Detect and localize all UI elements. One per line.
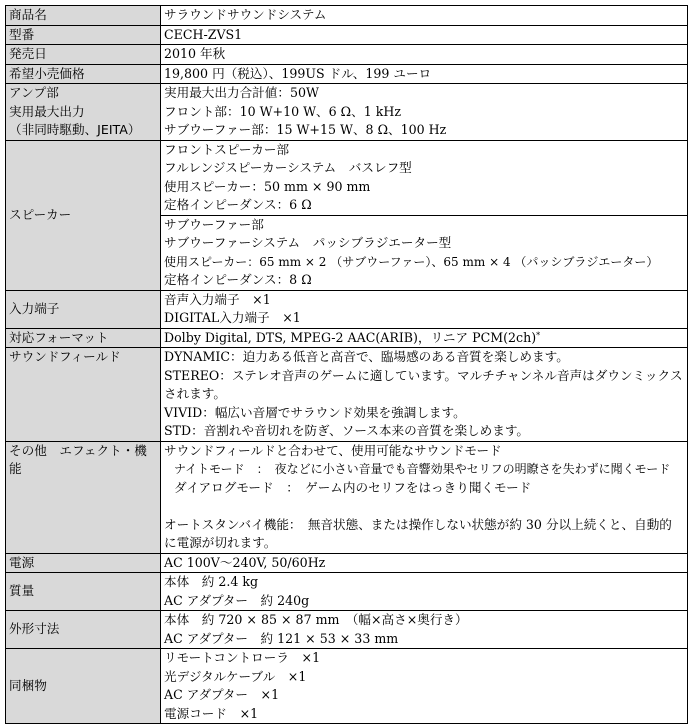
value-line: DIGITAL入力端子 ×1 <box>164 310 301 325</box>
value-line: VIVID：幅広い音層でサラウンド効果を強調します。 <box>164 404 466 420</box>
table-row <box>6 290 688 328</box>
spec-table <box>5 5 688 724</box>
row-label: 希望小売価格 <box>6 64 161 84</box>
table-row <box>6 573 688 611</box>
value-line: サブウーファーシステム パッシブラジエーター型 <box>164 235 452 250</box>
row-label: 入力端子 <box>6 290 161 328</box>
value-line: STD：音割れや音切れを防ぎ、ソース本来の音質を楽しめます。 <box>164 423 530 438</box>
table-row <box>6 84 688 141</box>
table-row <box>6 140 688 215</box>
value-line: STEREO：ステレオ音声のゲームに適しています。マルチチャンネル音声はダウンミックスされます。 <box>164 367 683 401</box>
row-value <box>161 649 688 724</box>
table-row <box>6 553 688 573</box>
table-row <box>6 45 688 65</box>
row-label: スピーカー <box>6 140 161 290</box>
value-line: 使用スピーカー：65 mm × 2 （サブウーファー）、65 mm × 4 （パッシブラジエーター） <box>164 254 659 269</box>
table-row <box>6 6 688 26</box>
spec-sheet <box>5 5 688 724</box>
row-value: サラウンドサウンドシステム <box>161 6 688 26</box>
row-value <box>161 611 688 649</box>
value-line: フロント部：10 W+10 W、6 Ω、1 kHz <box>164 103 401 119</box>
table-row <box>6 348 688 442</box>
table-row <box>6 64 688 84</box>
value-line: 本体 約 2.4 kg <box>164 574 259 589</box>
value-line: ダイアログモード ： ゲーム内のセリフをはっきり聞くモード <box>174 479 532 495</box>
value-line: リモートコントローラ ×1 <box>164 650 321 665</box>
row-value: 19,800 円（税込）、199US ドル、199 ユーロ <box>161 64 688 84</box>
label-line: アンプ部 <box>9 85 59 100</box>
value-line: ナイトモード ： 夜などに小さい音量でも音響効果やセリフの明瞭さを失わずに聞くモード <box>174 462 671 476</box>
table-row <box>6 441 688 553</box>
row-value: CECH-ZVS1 <box>161 25 688 45</box>
value-line: AC アダプター ×1 <box>164 687 280 702</box>
row-label: 質量 <box>6 573 161 611</box>
row-label: サウンドフィールド <box>6 348 161 442</box>
value-line: DYNAMIC：迫力ある低音と高音で、臨場感のある音質を楽しめます。 <box>164 349 569 364</box>
footnote-mark: * <box>536 330 541 340</box>
table-row <box>6 649 688 724</box>
value-line: サブウーファー部：15 W+15 W、8 Ω、100 Hz <box>164 122 447 137</box>
row-label: 発売日 <box>6 45 161 65</box>
value-line: フロントスピーカー部 <box>164 141 290 157</box>
row-value: AC 100V～240V, 50/60Hz <box>161 553 688 573</box>
value-line: フルレンジスピーカーシステム バスレフ型 <box>164 160 412 175</box>
row-label: 外形寸法 <box>6 611 161 649</box>
row-value <box>161 573 688 611</box>
row-label <box>6 84 161 141</box>
row-label: 対応フォーマット <box>6 328 161 348</box>
table-row <box>6 328 688 348</box>
value-line: AC アダプター 約 240g <box>164 592 310 608</box>
value-line: 本体 約 720 × 85 × 87 mm （幅×高さ×奥行き） <box>164 612 468 627</box>
value-line: オートスタンバイ機能： 無音状態、または操作しない状態が約 30 分以上続くと、自動的に電源が切れます。 <box>164 516 672 550</box>
table-row <box>6 611 688 649</box>
row-value: 2010 年秋 <box>161 45 688 65</box>
row-label: 電源 <box>6 553 161 573</box>
row-value <box>161 84 688 141</box>
value-line: AC アダプター 約 121 × 53 × 33 mm <box>164 630 399 646</box>
row-value <box>161 441 688 553</box>
value-line: 定格インピーダンス：6 Ω <box>164 197 312 212</box>
speaker-front-value <box>161 140 688 215</box>
value-line: 使用スピーカー：50 mm × 90 mm <box>164 178 371 194</box>
value-line: 光デジタルケーブル ×1 <box>164 668 307 684</box>
speaker-sub-value <box>161 215 688 290</box>
value-line: 音声入力端子 ×1 <box>164 291 271 307</box>
spacer <box>164 497 684 516</box>
formats-text: Dolby Digital, DTS, MPEG-2 AAC(ARIB)，リニア PCM(2ch) <box>164 329 537 345</box>
value-line: 電源コード ×1 <box>164 705 259 721</box>
row-value <box>161 328 688 348</box>
row-label: 商品名 <box>6 6 161 26</box>
row-label: 型番 <box>6 25 161 45</box>
label-line: （非同時駆動、JEITA） <box>9 122 141 137</box>
value-line: サウンドフィールドと合わせて、使用可能なサウンドモード <box>164 442 502 458</box>
value-line: サブウーファー部 <box>164 216 264 232</box>
value-line: 実用最大出力合計値：50W <box>164 85 319 100</box>
table-row <box>6 25 688 45</box>
row-label: その他 エフェクト・機能 <box>6 441 161 553</box>
value-line: 定格インピーダンス：8 Ω <box>164 272 312 287</box>
row-label: 同梱物 <box>6 649 161 724</box>
row-value <box>161 290 688 328</box>
label-line: 実用最大出力 <box>9 103 85 119</box>
row-value <box>161 348 688 442</box>
